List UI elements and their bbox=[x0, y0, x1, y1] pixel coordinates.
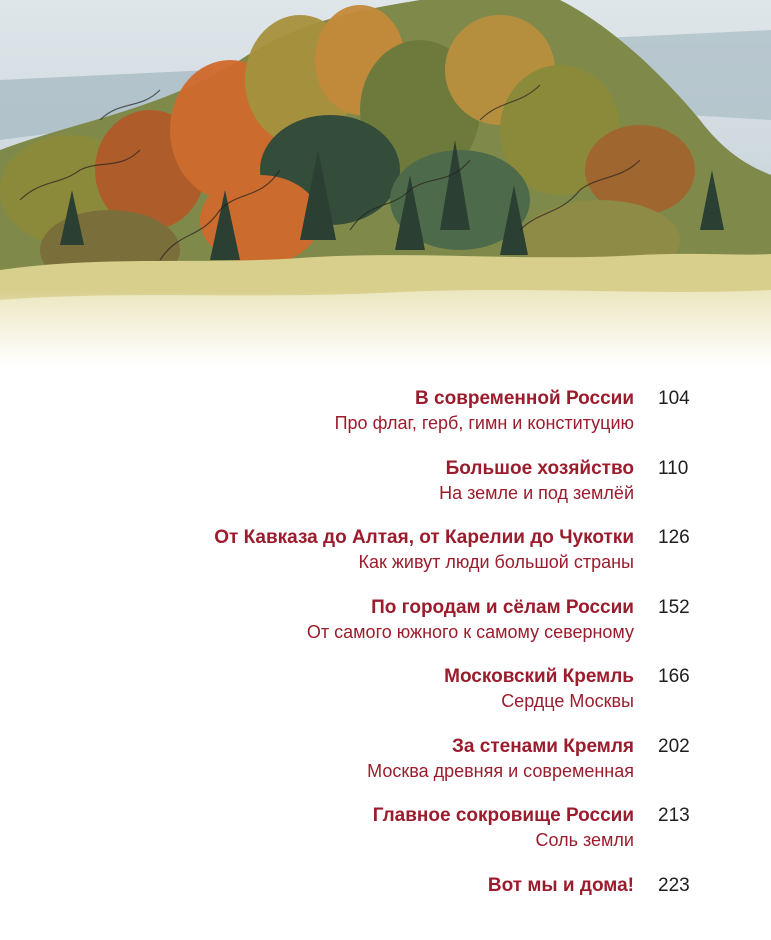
toc-entry-title: В современной России bbox=[415, 384, 634, 414]
autumn-forest-illustration bbox=[0, 0, 771, 365]
toc-entry-title: По городам и сёлам России bbox=[371, 593, 634, 623]
toc-entry-page-number: 126 bbox=[658, 523, 690, 553]
toc-entry bbox=[0, 801, 771, 871]
toc-entry-page-number: 223 bbox=[658, 871, 690, 901]
toc-entry bbox=[0, 871, 771, 940]
toc-entry-subtitle: Как живут люди большой страны bbox=[358, 549, 634, 575]
toc-entry-page-number: 152 bbox=[658, 593, 690, 623]
toc-entry bbox=[0, 523, 771, 593]
toc-entry bbox=[0, 662, 771, 732]
toc-entry-subtitle: Сердце Москвы bbox=[501, 688, 634, 714]
table-of-contents bbox=[0, 384, 771, 940]
toc-entry-page-number: 213 bbox=[658, 801, 690, 831]
toc-entry-title: От Кавказа до Алтая, от Карелии до Чукотки bbox=[214, 523, 634, 553]
toc-entry-title: Главное сокровище России bbox=[373, 801, 634, 831]
toc-entry-title: Большое хозяйство bbox=[446, 454, 634, 484]
toc-entry-subtitle: От самого южного к самому северному bbox=[307, 619, 634, 645]
toc-entry-page-number: 110 bbox=[658, 454, 688, 484]
toc-entry-title: Московский Кремль bbox=[444, 662, 634, 692]
toc-entry-title: Вот мы и дома! bbox=[488, 871, 634, 901]
toc-entry bbox=[0, 454, 771, 524]
toc-entry bbox=[0, 732, 771, 802]
toc-entry-subtitle: Москва древняя и современная bbox=[367, 758, 634, 784]
toc-entry bbox=[0, 384, 771, 454]
toc-entry-subtitle: Соль земли bbox=[536, 827, 635, 853]
toc-entry-title: За стенами Кремля bbox=[452, 732, 634, 762]
toc-entry-page-number: 166 bbox=[658, 662, 690, 692]
toc-entry-subtitle: Про флаг, герб, гимн и конституцию bbox=[335, 410, 634, 436]
toc-entry-subtitle: На земле и под землёй bbox=[439, 480, 634, 506]
toc-entry-page-number: 104 bbox=[658, 384, 690, 414]
toc-entry-page-number: 202 bbox=[658, 732, 690, 762]
toc-entry bbox=[0, 593, 771, 663]
